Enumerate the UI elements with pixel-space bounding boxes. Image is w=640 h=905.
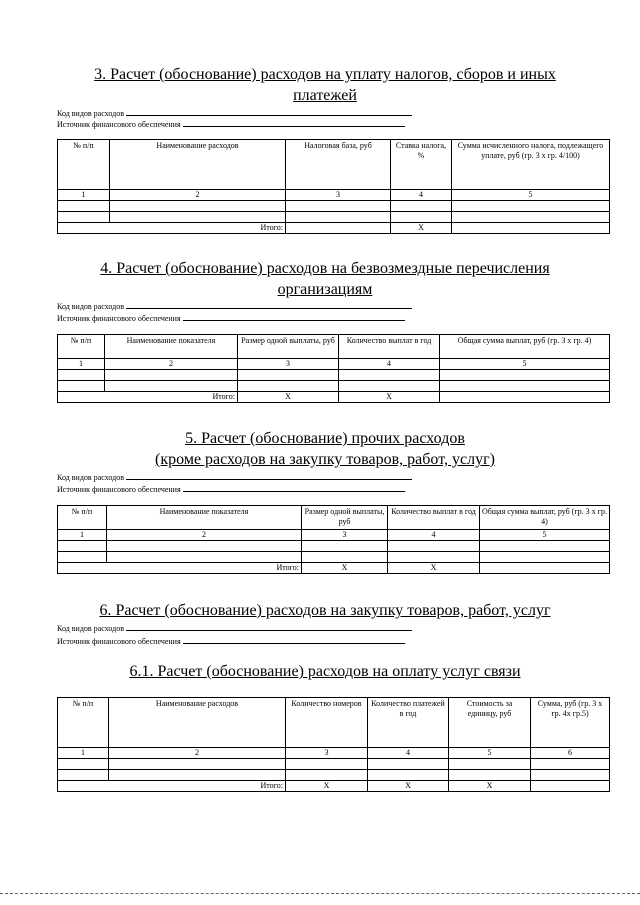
column-number-row <box>58 748 610 759</box>
cell[interactable] <box>302 552 388 563</box>
col-num: 1 <box>58 530 107 541</box>
col-num: 4 <box>391 190 452 201</box>
source-label: Источник финансового обеспечения <box>57 637 181 646</box>
cell[interactable] <box>452 212 610 223</box>
section-5-table <box>57 505 610 574</box>
cell[interactable] <box>110 201 286 212</box>
col-header-tax-base: Налоговая база, руб <box>286 140 391 190</box>
source-input-line[interactable] <box>183 636 405 644</box>
cell[interactable] <box>107 541 302 552</box>
cell[interactable] <box>58 212 110 223</box>
col-header-num: № п/п <box>58 506 107 530</box>
col-num: 1 <box>58 359 105 370</box>
source-input-line[interactable] <box>183 313 405 321</box>
col-num: 5 <box>452 190 610 201</box>
x-mark: X <box>449 781 531 792</box>
cell[interactable] <box>302 541 388 552</box>
col-header-num: № п/п <box>58 140 110 190</box>
section-4-kod-field <box>57 301 412 312</box>
cell[interactable] <box>449 759 531 770</box>
cell[interactable] <box>368 759 449 770</box>
col-num: 3 <box>286 190 391 201</box>
source-input-line[interactable] <box>183 119 405 127</box>
section-3-title <box>40 64 610 106</box>
kod-label: Код видов расходов <box>57 302 124 311</box>
cell[interactable] <box>110 212 286 223</box>
table-row <box>58 381 610 392</box>
table-row <box>58 541 610 552</box>
section-5-title-line-2: (кроме расходов на закупку товаров, работ, услуг) <box>155 451 495 468</box>
x-mark: X <box>391 223 452 234</box>
x-mark: X <box>388 563 480 574</box>
cell[interactable] <box>480 563 610 574</box>
col-header-payments-count: Количество платежей в год <box>368 698 449 748</box>
col-num: 4 <box>368 748 449 759</box>
col-num: 2 <box>109 748 286 759</box>
section-5-source-field <box>57 484 405 495</box>
section-6-source-field <box>57 636 405 647</box>
table-row <box>58 770 610 781</box>
column-number-row <box>58 359 610 370</box>
x-mark: X <box>302 563 388 574</box>
kod-label: Код видов расходов <box>57 624 124 633</box>
section-4-title <box>40 258 610 300</box>
total-row <box>58 392 610 403</box>
total-row <box>58 781 610 792</box>
section-6-1-table <box>57 697 610 792</box>
x-mark: X <box>238 392 339 403</box>
section-6-kod-field <box>57 623 412 634</box>
section-6-title <box>40 600 610 621</box>
cell[interactable] <box>109 770 286 781</box>
col-header-payment-size: Размер одной выплаты, руб <box>302 506 388 530</box>
cell[interactable] <box>440 381 610 392</box>
col-num: 6 <box>531 748 610 759</box>
kod-input-line[interactable] <box>126 472 412 480</box>
col-num: 4 <box>339 359 440 370</box>
table-row <box>58 370 610 381</box>
cell[interactable] <box>391 212 452 223</box>
cell[interactable] <box>286 759 368 770</box>
col-header-sum: Сумма, руб (гр. 3 х гр. 4х гр.5) <box>531 698 610 748</box>
cell[interactable] <box>286 201 391 212</box>
section-5-title-line-1: 5. Расчет (обоснование) прочих расходов <box>185 430 465 447</box>
cell[interactable] <box>286 212 391 223</box>
x-mark: X <box>339 392 440 403</box>
cell[interactable] <box>238 370 339 381</box>
col-header-unit-cost: Стоимость за единицу, руб <box>449 698 531 748</box>
col-header-payment-size: Размер одной выплаты, руб <box>238 335 339 359</box>
table-row <box>58 759 610 770</box>
cell[interactable] <box>105 381 238 392</box>
cell[interactable] <box>440 370 610 381</box>
kod-input-line[interactable] <box>126 623 412 631</box>
source-input-line[interactable] <box>183 484 405 492</box>
total-row <box>58 223 610 234</box>
col-num: 3 <box>238 359 339 370</box>
cell[interactable] <box>531 781 610 792</box>
col-header-rate: Ставка налога, % <box>391 140 452 190</box>
cell[interactable] <box>368 770 449 781</box>
cell[interactable] <box>105 370 238 381</box>
col-num: 4 <box>388 530 480 541</box>
table-header-row <box>58 506 610 530</box>
section-3-kod-field <box>57 108 412 119</box>
section-3-title-line-2: платежей <box>293 87 357 104</box>
section-6-1-title-line: 6.1. Расчет (обоснование) расходов на оплату услуг связи <box>129 663 521 680</box>
col-header-total: Общая сумма выплат, руб (гр. 3 х гр. 4) <box>480 506 610 530</box>
source-label: Источник финансового обеспечения <box>57 120 181 129</box>
column-number-row <box>58 190 610 201</box>
col-header-name: Наименование показателя <box>107 506 302 530</box>
column-number-row <box>58 530 610 541</box>
source-label: Источник финансового обеспечения <box>57 314 181 323</box>
col-header-total: Общая сумма выплат, руб (гр. 3 х гр. 4) <box>440 335 610 359</box>
x-mark: X <box>286 781 368 792</box>
cell[interactable] <box>339 381 440 392</box>
col-header-sum: Сумма исчисленного налога, подлежащего уплате, руб (гр. 3 х гр. 4/100) <box>452 140 610 190</box>
table-header-row <box>58 140 610 190</box>
col-num: 2 <box>110 190 286 201</box>
total-row <box>58 563 610 574</box>
col-header-payment-count: Количество выплат в год <box>388 506 480 530</box>
cell[interactable] <box>452 201 610 212</box>
cell[interactable] <box>58 201 110 212</box>
section-3-title-line-1: 3. Расчет (обоснование) расходов на уплату налогов, сборов и иных <box>94 66 556 83</box>
source-label: Источник финансового обеспечения <box>57 485 181 494</box>
total-label: Итого: <box>58 223 286 234</box>
section-5-title <box>40 428 610 470</box>
col-num: 2 <box>105 359 238 370</box>
col-num: 5 <box>449 748 531 759</box>
cell[interactable] <box>109 759 286 770</box>
kod-input-line[interactable] <box>126 108 412 116</box>
col-header-num: № п/п <box>58 698 109 748</box>
col-header-name: Наименование расходов <box>110 140 286 190</box>
table-row <box>58 552 610 563</box>
cell[interactable] <box>391 201 452 212</box>
cell[interactable] <box>339 370 440 381</box>
section-6-1-title <box>40 661 610 682</box>
cell[interactable] <box>480 552 610 563</box>
col-header-payment-count: Количество выплат в год <box>339 335 440 359</box>
cell[interactable] <box>286 770 368 781</box>
section-3-table <box>57 139 610 234</box>
cell[interactable] <box>58 552 107 563</box>
col-num: 5 <box>480 530 610 541</box>
col-header-name: Наименование расходов <box>109 698 286 748</box>
cell[interactable] <box>58 541 107 552</box>
cell[interactable] <box>58 381 105 392</box>
total-label: Итого: <box>58 781 286 792</box>
section-4-table <box>57 334 610 403</box>
cell[interactable] <box>440 392 610 403</box>
cell[interactable] <box>238 381 339 392</box>
x-mark: X <box>368 781 449 792</box>
cell[interactable] <box>58 759 109 770</box>
section-4-source-field <box>57 313 405 324</box>
kod-label: Код видов расходов <box>57 473 124 482</box>
section-4-title-line-2: организациям <box>277 281 373 298</box>
cell[interactable] <box>531 759 610 770</box>
kod-label: Код видов расходов <box>57 109 124 118</box>
cell[interactable] <box>449 770 531 781</box>
table-row <box>58 201 610 212</box>
table-header-row <box>58 698 610 748</box>
col-num: 1 <box>58 190 110 201</box>
col-num: 2 <box>107 530 302 541</box>
cell[interactable] <box>388 552 480 563</box>
cell[interactable] <box>388 541 480 552</box>
col-num: 5 <box>440 359 610 370</box>
cell[interactable] <box>531 770 610 781</box>
col-header-num: № п/п <box>58 335 105 359</box>
cell[interactable] <box>480 541 610 552</box>
cell[interactable] <box>286 223 391 234</box>
cell[interactable] <box>107 552 302 563</box>
section-4-title-line-1: 4. Расчет (обоснование) расходов на безвозмездные перечисления <box>100 260 550 277</box>
kod-input-line[interactable] <box>126 301 412 309</box>
section-6-title-line: 6. Расчет (обоснование) расходов на закупку товаров, работ, услуг <box>99 602 551 619</box>
col-num: 1 <box>58 748 109 759</box>
col-header-numbers-count: Количество номеров <box>286 698 368 748</box>
total-label: Итого: <box>58 392 238 403</box>
cell[interactable] <box>452 223 610 234</box>
col-num: 3 <box>286 748 368 759</box>
cell[interactable] <box>58 370 105 381</box>
total-label: Итого: <box>58 563 302 574</box>
col-num: 3 <box>302 530 388 541</box>
col-header-name: Наименование показателя <box>105 335 238 359</box>
page-bottom-divider <box>0 893 640 894</box>
section-5-kod-field <box>57 472 412 483</box>
section-3-source-field <box>57 119 405 130</box>
table-row <box>58 212 610 223</box>
cell[interactable] <box>58 770 109 781</box>
table-header-row <box>58 335 610 359</box>
